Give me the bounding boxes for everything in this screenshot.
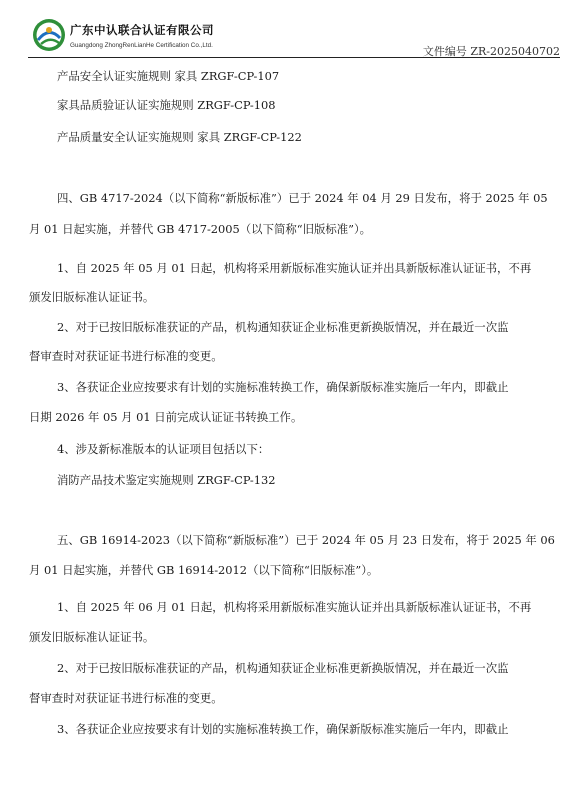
- section-heading-4: 四、GB 4717-2024（以下简称“新版标准”）已于 2024 年 04 月 29 日发布，将于 2025 年 05: [57, 191, 548, 205]
- rule-item: 产品质量安全认证实施规则 家具 ZRGF-CP-122: [57, 130, 302, 144]
- zr-certification-logo-icon: [32, 18, 66, 52]
- rule-item: 产品安全认证实施规则 家具 ZRGF-CP-107: [57, 69, 280, 83]
- paragraph-line: 颁发旧版标准认证证书。: [29, 630, 155, 644]
- document-number: 文件编号 ZR-2025040702: [422, 45, 560, 58]
- paragraph-line: 日期 2026 年 05 月 01 日前完成认证证书转换工作。: [29, 410, 303, 424]
- paragraph-line: 3、各获证企业应按要求有计划的实施标准转换工作，确保新版标准实施后一年内，即截止: [57, 380, 509, 394]
- company-name-cn: 广东中认联合认证有限公司: [70, 23, 214, 37]
- paragraph-line: 月 01 日起实施，并替代 GB 16914-2012（以下简称“旧版标准”）。: [29, 563, 379, 577]
- paragraph-line: 督审查时对获证证书进行标准的变更。: [29, 349, 223, 363]
- company-name-en: Guangdong ZhongRenLianHe Certification Co.,Ltd.: [70, 42, 213, 49]
- paragraph-line: 颁发旧版标准认证证书。: [29, 290, 155, 304]
- section-heading-5: 五、GB 16914-2023（以下简称“新版标准”）已于 2024 年 05 月 23 日发布，将于 2025 年 06: [57, 533, 555, 547]
- paragraph-line: 4、涉及新标准版本的认证项目包括以下：: [57, 442, 270, 456]
- rule-item: 消防产品技术鉴定实施规则 ZRGF-CP-132: [57, 473, 276, 487]
- rule-item: 家具品质验证认证实施规则 ZRGF-CP-108: [57, 98, 276, 112]
- header-divider: [28, 57, 560, 58]
- paragraph-line: 3、各获证企业应按要求有计划的实施标准转换工作，确保新版标准实施后一年内，即截止: [57, 722, 509, 736]
- paragraph-line: 2、对于已按旧版标准获证的产品，机构通知获证企业标准更新换版情况，并在最近一次监: [57, 661, 509, 675]
- paragraph-line: 月 01 日起实施，并替代 GB 4717-2005（以下简称“旧版标准”）。: [29, 222, 372, 236]
- paragraph-line: 1、自 2025 年 05 月 01 日起，机构将采用新版标准实施认证并出具新版标准认证证书，不再: [57, 261, 532, 275]
- paragraph-line: 1、自 2025 年 06 月 01 日起，机构将采用新版标准实施认证并出具新版标准认证证书，不再: [57, 600, 532, 614]
- paragraph-line: 督审查时对获证证书进行标准的变更。: [29, 691, 223, 705]
- document-header: [0, 0, 567, 58]
- paragraph-line: 2、对于已按旧版标准获证的产品，机构通知获证企业标准更新换版情况，并在最近一次监: [57, 320, 509, 334]
